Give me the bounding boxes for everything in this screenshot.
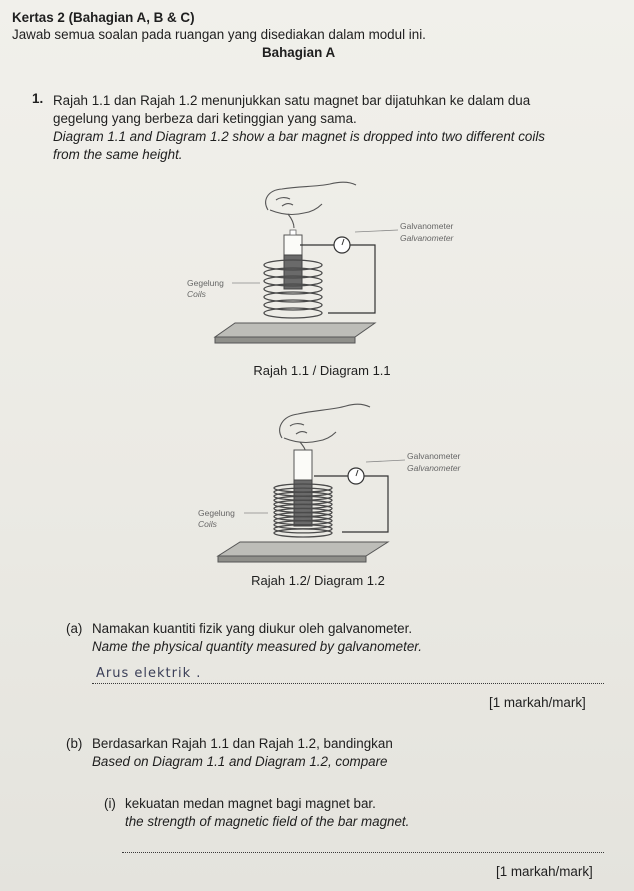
diagram-1-1 bbox=[0, 170, 634, 385]
hand-icon bbox=[280, 404, 370, 454]
coil-label-malay: Gegelung bbox=[187, 278, 224, 288]
part-b-english: Based on Diagram 1.1 and Diagram 1.2, compare bbox=[92, 754, 388, 769]
part-a-answer[interactable]: Arus elektrik . bbox=[96, 666, 202, 681]
diagram-1-2-caption: Rajah 1.2/ Diagram 1.2 bbox=[251, 573, 385, 588]
part-b-i-malay: kekuatan medan magnet bagi magnet bar. bbox=[125, 796, 376, 811]
instruction-text: Jawab semua soalan pada ruangan yang disediakan dalam modul ini. bbox=[12, 27, 426, 42]
base-platform bbox=[218, 542, 388, 562]
part-a-label: (a) bbox=[66, 621, 83, 636]
part-b-i-answer-line bbox=[122, 852, 604, 853]
part-b-malay: Berdasarkan Rajah 1.1 dan Rajah 1.2, bandingkan bbox=[92, 736, 393, 751]
part-a-malay: Namakan kuantiti fizik yang diukur oleh galvanometer. bbox=[92, 621, 413, 636]
galvanometer-label-malay: Galvanometer bbox=[400, 221, 454, 231]
circuit-wires bbox=[300, 245, 375, 313]
question-malay-line-1: Rajah 1.1 dan Rajah 1.2 menunjukkan satu magnet bar dijatuhkan ke dalam dua bbox=[53, 93, 531, 108]
part-b-label: (b) bbox=[66, 736, 83, 751]
galvanometer-label-english: Galvanometer bbox=[407, 463, 461, 473]
galvanometer-icon bbox=[334, 237, 350, 253]
part-a-marks: [1 markah/mark] bbox=[489, 695, 586, 710]
coil-label-malay: Gegelung bbox=[198, 508, 235, 518]
question-english-line-2: from the same height. bbox=[53, 147, 183, 162]
diagram-1-2 bbox=[0, 390, 634, 595]
hand-icon bbox=[266, 182, 356, 228]
coil-label-english: Coils bbox=[187, 289, 206, 299]
base-platform bbox=[215, 323, 375, 343]
question-english-line-1: Diagram 1.1 and Diagram 1.2 show a bar magnet is dropped into two different coils bbox=[53, 129, 545, 144]
part-b-i-label: (i) bbox=[104, 796, 116, 811]
diagram-1-1-caption: Rajah 1.1 / Diagram 1.1 bbox=[253, 363, 391, 378]
coil-label-english: Coils bbox=[198, 519, 217, 529]
part-b-i-marks: [1 markah/mark] bbox=[496, 864, 593, 879]
part-a-answer-line bbox=[92, 683, 604, 684]
part-b-i-english: the strength of magnetic field of the bar magnet. bbox=[125, 814, 410, 829]
part-a-english: Name the physical quantity measured by galvanometer. bbox=[92, 639, 422, 654]
galvanometer-label-english: Galvanometer bbox=[400, 233, 454, 243]
galvanometer-icon bbox=[348, 468, 364, 484]
galvanometer-label-malay: Galvanometer bbox=[407, 451, 461, 461]
question-number: 1. bbox=[32, 91, 44, 106]
question-malay-line-2: gegelung yang berbeza dari ketinggian yang sama. bbox=[53, 111, 357, 126]
section-heading: Bahagian A bbox=[262, 45, 336, 60]
paper-title: Kertas 2 (Bahagian A, B & C) bbox=[12, 10, 195, 25]
